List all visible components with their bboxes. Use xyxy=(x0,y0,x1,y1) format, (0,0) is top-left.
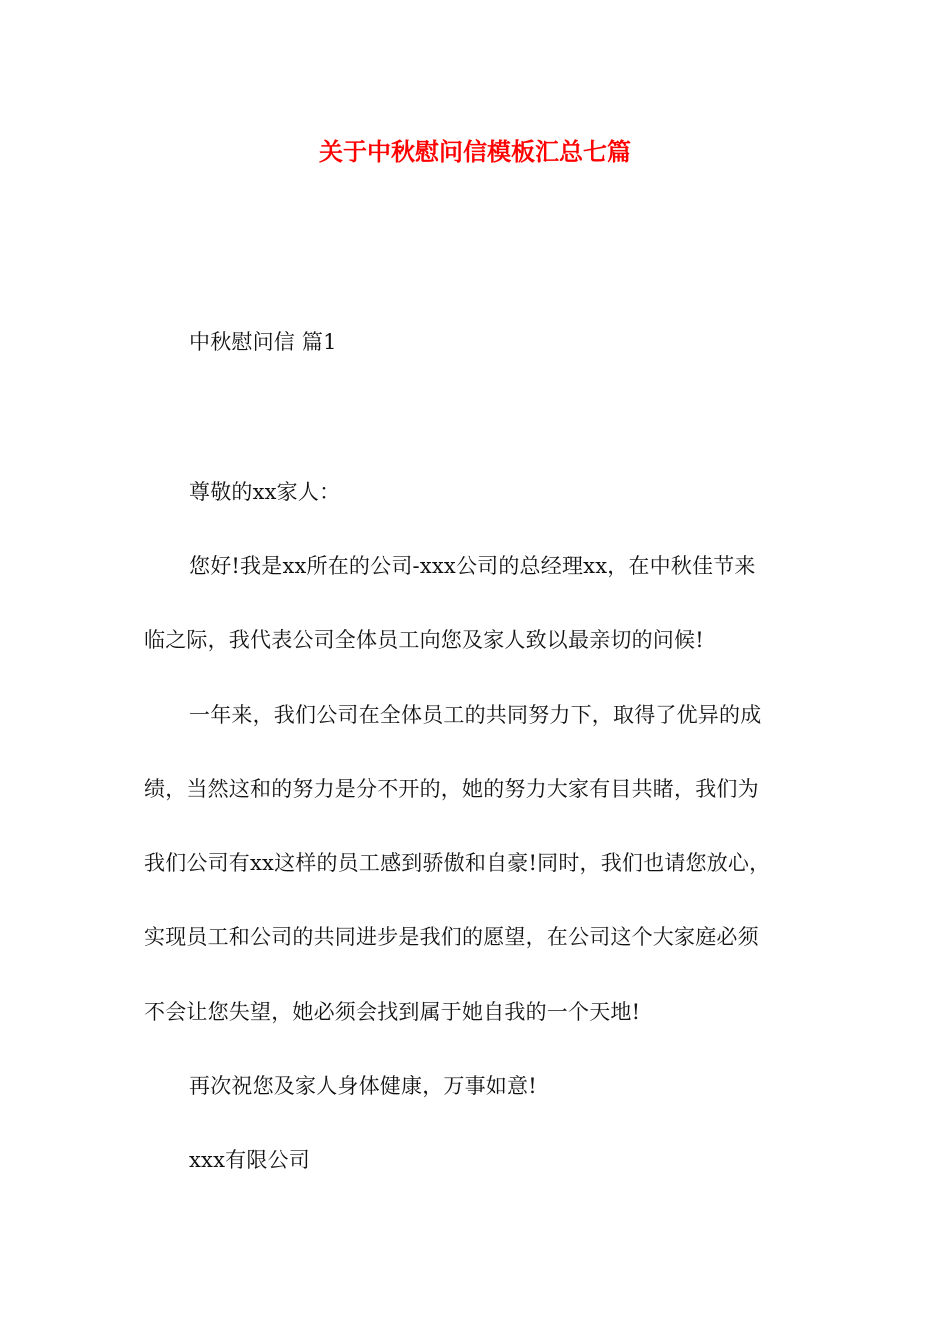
document-title: 关于中秋慰问信模板汇总七篇 xyxy=(319,138,631,166)
body-line-2: 临之际，我代表公司全体员工向您及家人致以最亲切的问候! xyxy=(144,628,704,652)
body-line-7: 不会让您失望，她必须会找到属于她自我的一个天地! xyxy=(144,1000,641,1024)
body-line-8: 再次祝您及家人身体健康，万事如意! xyxy=(189,1074,537,1098)
salutation: 尊敬的xx家人： xyxy=(189,480,341,504)
body-line-4: 绩，当然这和的努力是分不开的，她的努力大家有目共睹，我们为 xyxy=(144,777,759,801)
section-heading: 中秋慰问信 篇1 xyxy=(189,330,337,354)
signature: xxx有限公司 xyxy=(189,1148,310,1172)
body-line-1: 您好!我是xx所在的公司-xxx公司的总经理xx，在中秋佳节来 xyxy=(189,554,756,578)
body-line-3: 一年来，我们公司在全体员工的共同努力下，取得了优异的成 xyxy=(189,703,762,727)
body-line-6: 实现员工和公司的共同进步是我们的愿望，在公司这个大家庭必须 xyxy=(144,925,759,949)
body-line-5: 我们公司有xx这样的员工感到骄傲和自豪!同时，我们也请您放心， xyxy=(144,851,771,875)
